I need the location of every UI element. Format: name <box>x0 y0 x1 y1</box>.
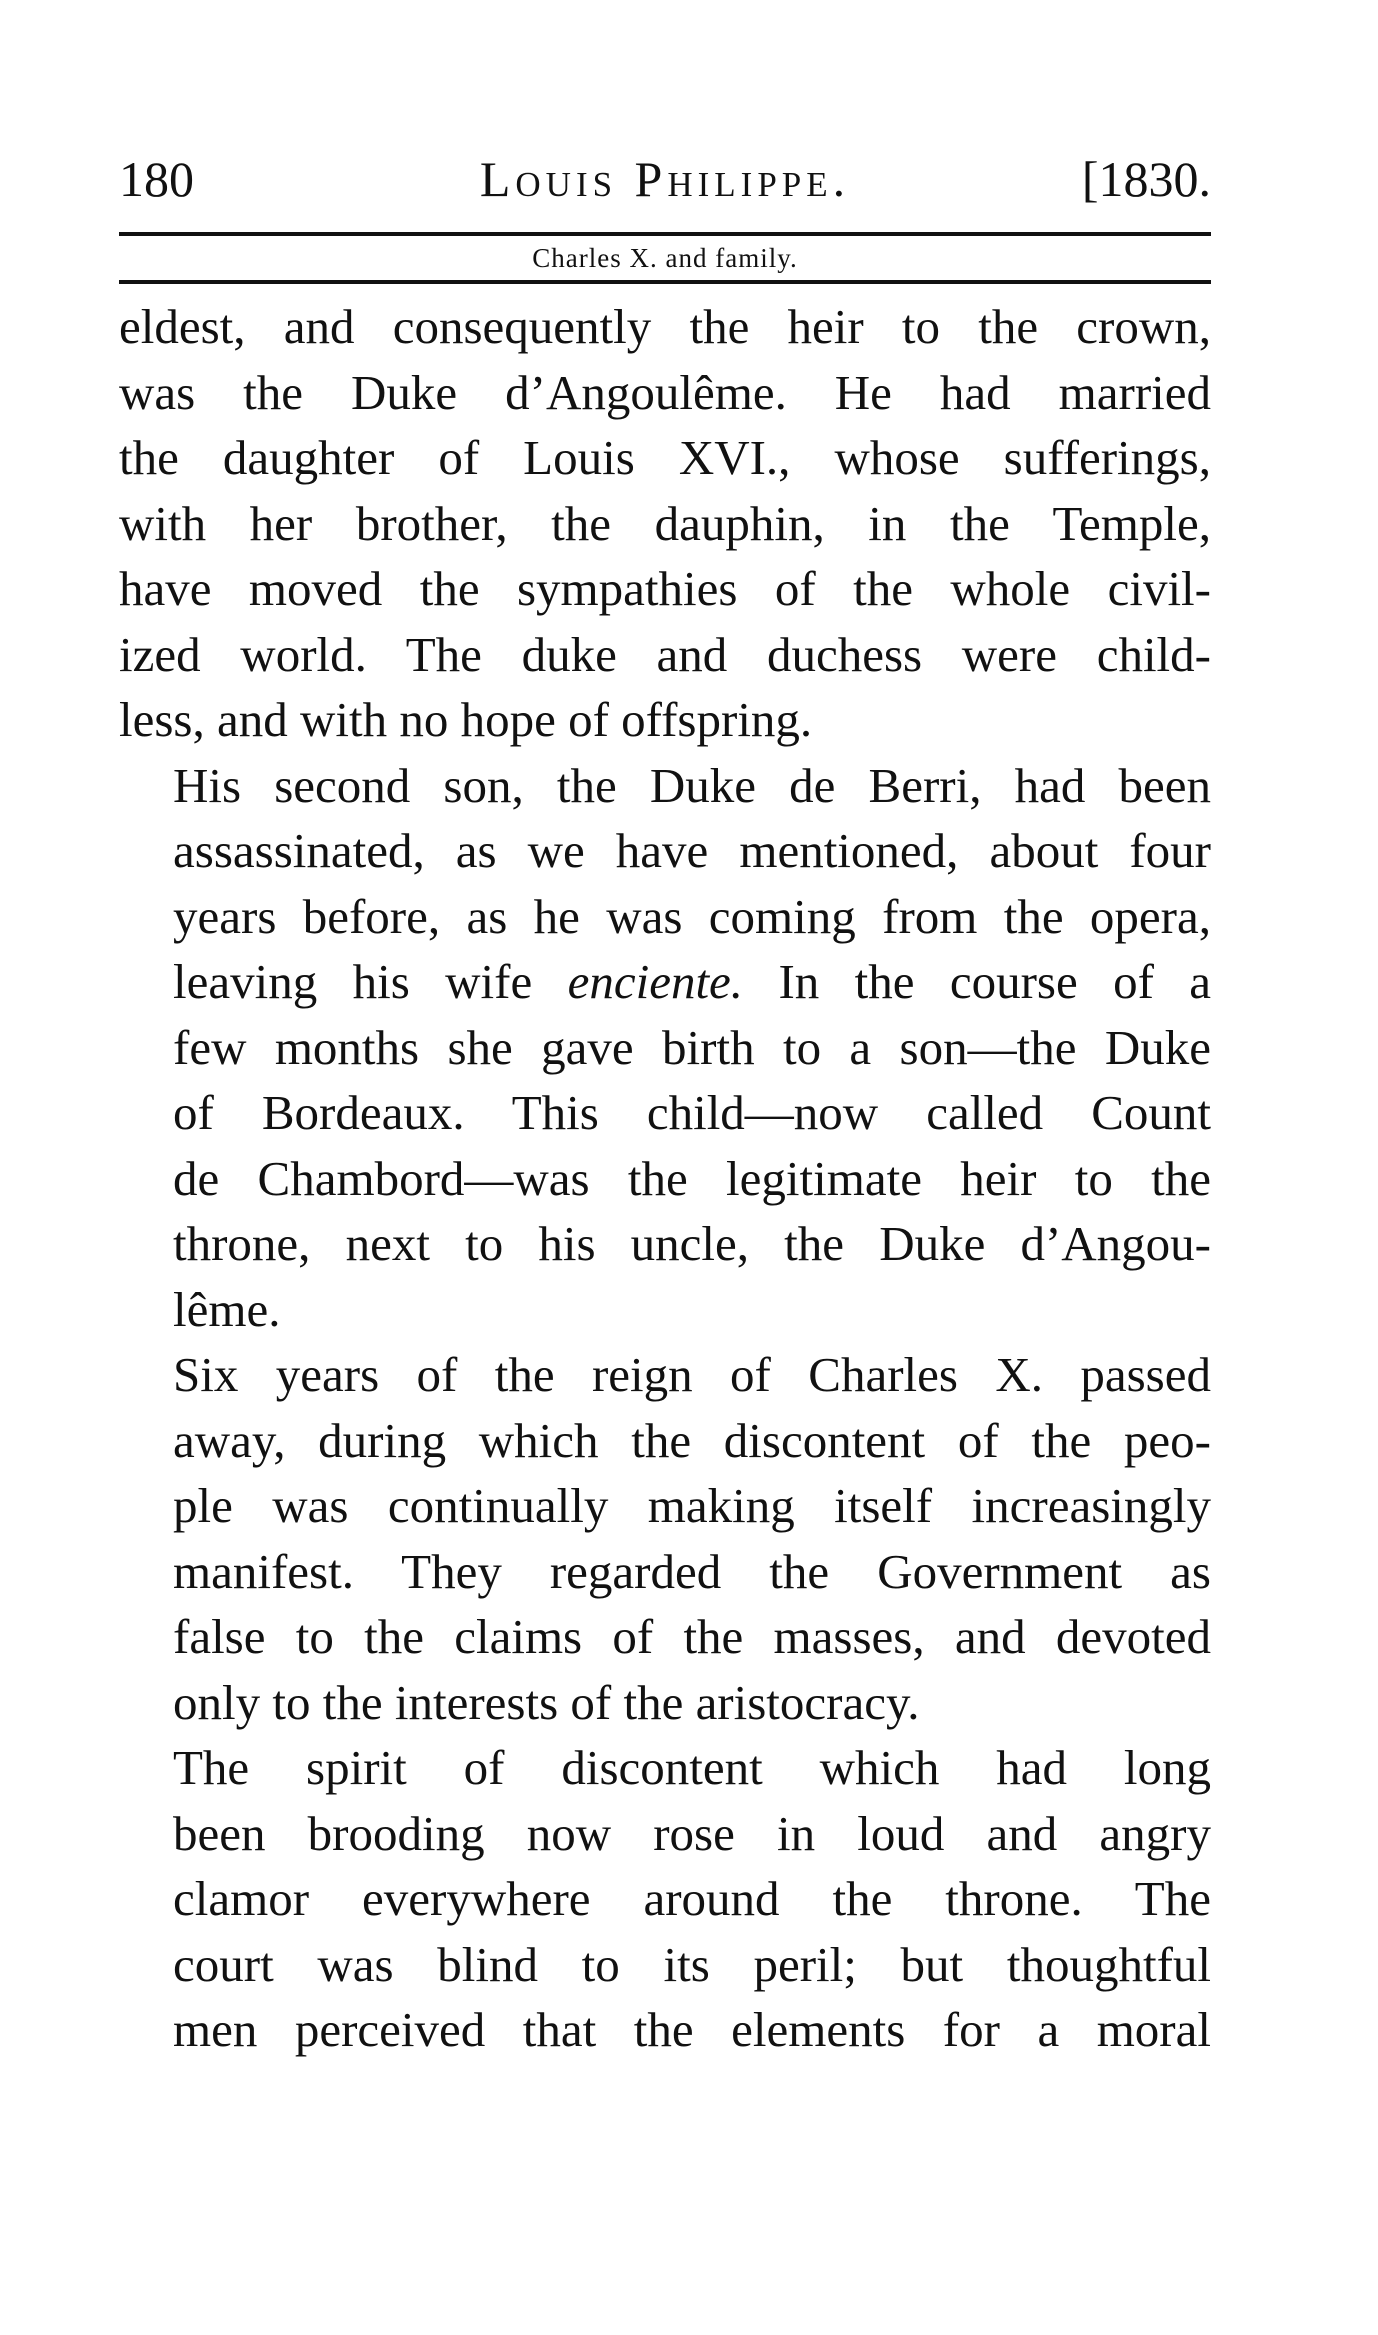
text-line: only to the interests of the aristocracy. <box>173 1674 920 1730</box>
text-line: clamor everywhere around the throne. The <box>173 1871 1211 1926</box>
text-line: few months she gave birth to a son—the Duke <box>173 1019 1211 1075</box>
text-line: false to the claims of the masses, and devoted <box>173 1609 1211 1664</box>
body-text <box>119 294 1211 2063</box>
text-line: court was blind to its peril; but thoughtful <box>173 1936 1211 1992</box>
book-page <box>119 148 1211 2063</box>
text-fragment: In the course of a <box>778 954 1212 1009</box>
text-line: less, and with no hope of offspring. <box>119 692 813 747</box>
text-line: the daughter of Louis XVI., whose sufferings, <box>119 430 1211 485</box>
paragraph <box>119 1342 1211 1735</box>
paragraph <box>119 1735 1211 2063</box>
paragraph <box>119 294 1211 753</box>
text-line: ized world. The duke and duchess were child- <box>119 626 1211 682</box>
running-title: Louis Philippe. <box>479 151 851 207</box>
page-header <box>119 148 1211 210</box>
text-line: years before, as he was coming from the opera, <box>173 888 1211 944</box>
text-line: throne, next to his uncle, the Duke d’Angou- <box>173 1216 1211 1271</box>
text-line: manifest. They regarded the Government as <box>173 1543 1211 1599</box>
text-line: assassinated, as we have mentioned, about four <box>173 823 1211 878</box>
text-line-mixed <box>119 949 1211 1015</box>
text-line: Six years of the reign of Charles X. passed <box>173 1347 1211 1402</box>
subheading-rule <box>119 280 1211 284</box>
text-fragment: leaving his wife <box>173 954 533 1009</box>
text-line: was the Duke d’Angoulême. He had married <box>119 364 1211 420</box>
text-line: been brooding now rose in loud and angry <box>173 1805 1211 1861</box>
text-line: de Chambord—was the legitimate heir to the <box>173 1150 1211 1206</box>
italic-term: enciente. <box>567 954 744 1009</box>
text-line: with her brother, the dauphin, in the Temple, <box>119 495 1211 551</box>
text-line: away, during which the discontent of the peo- <box>173 1412 1211 1468</box>
running-year: [1830. <box>1081 151 1211 207</box>
section-subheading: Charles X. and family. <box>532 243 798 273</box>
text-line: ple was continually making itself increasingly <box>173 1478 1211 1533</box>
text-line: lême. <box>173 1281 281 1337</box>
text-line: The spirit of discontent which had long <box>173 1740 1211 1795</box>
text-line: His second son, the Duke de Berri, had been <box>173 757 1211 813</box>
page-number: 180 <box>119 151 194 207</box>
text-line: men perceived that the elements for a moral <box>173 2002 1211 2057</box>
text-line: eldest, and consequently the heir to the crown, <box>119 299 1211 354</box>
text-line: of Bordeaux. This child—now called Count <box>173 1085 1211 1140</box>
paragraph <box>119 753 1211 1343</box>
text-line: have moved the sympathies of the whole civil- <box>119 561 1211 616</box>
